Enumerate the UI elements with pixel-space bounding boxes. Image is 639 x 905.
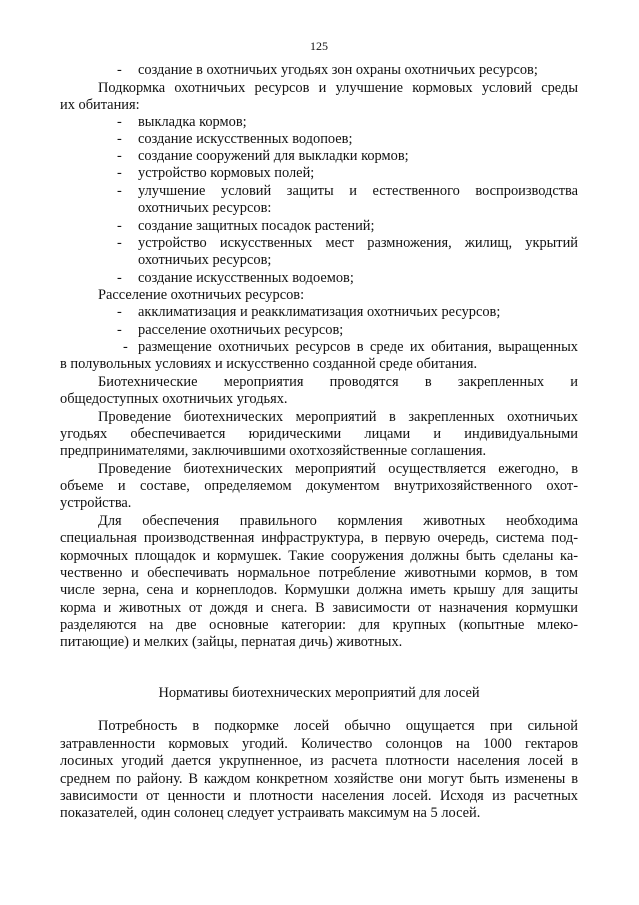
paragraph-line: угодьях обеспечивается юридическими лицами и индивидуальными [60, 426, 578, 442]
paragraph-line: Подкормка охотничьих ресурсов и улучшение кормовых условий среды [98, 80, 578, 96]
paragraph-line: Потребность в подкормке лосей обычно ощущается при сильной [98, 718, 578, 734]
paragraph-line: питающие) и мелких (зайцы, пернатая дичь) животных. [60, 634, 403, 650]
paragraph-line: Проведение биотехнических мероприятий осуществляется ежегодно, в [98, 461, 578, 477]
bullet-dash: - [117, 270, 122, 286]
bullet-dash: - [117, 62, 122, 78]
paragraph-line: зависимости от ценности и плотности населения лосей. Исходя из расчетных [60, 788, 578, 804]
list-item: расселение охотничьих ресурсов; [138, 322, 344, 338]
paragraph-line: Биотехнические мероприятия проводятся в закрепленных и [98, 374, 578, 390]
paragraph-line: Для обеспечения правильного кормления животных необходима [98, 513, 578, 529]
paragraph-line: устройства. [60, 495, 132, 511]
paragraph-line: их обитания: [60, 97, 140, 113]
paragraph-line: затравленности кормовых угодий. Количество солонцов на 1000 гектаров [60, 736, 578, 752]
list-item: создание защитных посадок растений; [138, 218, 375, 234]
bullet-dash: - [117, 183, 122, 199]
list-item: создание искусственных водопоев; [138, 131, 353, 147]
section-heading: Нормативы биотехнических мероприятий для лосей [158, 685, 480, 701]
paragraph-line: кормочных площадок и кормушек. Такие сооружения должны быть сделаны ка- [60, 548, 578, 564]
bullet-dash: - [117, 114, 122, 130]
paragraph-line: среднем по району. В каждом конкретном хозяйстве они могут быть изменены в [60, 771, 578, 787]
bullet-dash: - [123, 339, 128, 355]
bullet-dash: - [117, 304, 122, 320]
paragraph-line: лосиных угодий дается укрупненное, из расчета плотности населения лосей в [60, 753, 578, 769]
list-item: улучшение условий защиты и естественного воспроизводства [138, 183, 578, 199]
paragraph-line: чественно и обеспечивать нормальное потребление животными кормов, в том [60, 565, 578, 581]
paragraph-line: в полувольных условиях и искусственно созданной среде обитания. [60, 356, 478, 372]
list-item: создание сооружений для выкладки кормов; [138, 148, 409, 164]
list-item: создание искусственных водоемов; [138, 270, 354, 286]
bullet-dash: - [117, 131, 122, 147]
list-item: выкладка кормов; [138, 114, 247, 130]
list-item-continued: охотничьих ресурсов; [138, 252, 272, 268]
list-item: акклиматизация и реакклиматизация охотничьих ресурсов; [138, 304, 501, 320]
paragraph-line: специальная производственная инфраструктура, в первую очередь, система под- [60, 530, 578, 546]
bullet-dash: - [117, 165, 122, 181]
bullet-dash: - [117, 148, 122, 164]
page-number: 125 [310, 39, 328, 53]
list-item: устройство искусственных мест размножения, жилищ, укрытий [138, 235, 578, 251]
bullet-dash: - [117, 218, 122, 234]
list-item-continued: охотничьих ресурсов: [138, 200, 272, 216]
bullet-dash: - [117, 235, 122, 251]
list-item: создание в охотничьих угодьях зон охраны охотничьих ресурсов; [138, 62, 538, 78]
paragraph-line: Проведение биотехнических мероприятий в закрепленных охотничьих [98, 409, 578, 425]
list-item: размещение охотничьих ресурсов в среде их обитания, выращенных [138, 339, 578, 355]
paragraph-line: корма и животных от дождя и снега. В зависимости от назначения кормушки [60, 600, 578, 616]
paragraph-line: предпринимателями, заключившими охотхозяйственные соглашения. [60, 443, 487, 459]
paragraph-line: показателей, один солонец следует устраивать максимум на 5 лосей. [60, 805, 481, 821]
list-item: устройство кормовых полей; [138, 165, 315, 181]
bullet-dash: - [117, 322, 122, 338]
paragraph-line: разделяются на две основные категории: для крупных (копытные млеко- [60, 617, 578, 633]
paragraph-line: общедоступных охотничьих угодьях. [60, 391, 288, 407]
paragraph-line: объеме и составе, определяемом документом внутрихозяйственного охот- [60, 478, 578, 494]
paragraph-line: числе зерна, сена и корнеплодов. Кормушки должна иметь крышу для защиты [60, 582, 578, 598]
paragraph-line: Расселение охотничьих ресурсов: [98, 287, 305, 303]
